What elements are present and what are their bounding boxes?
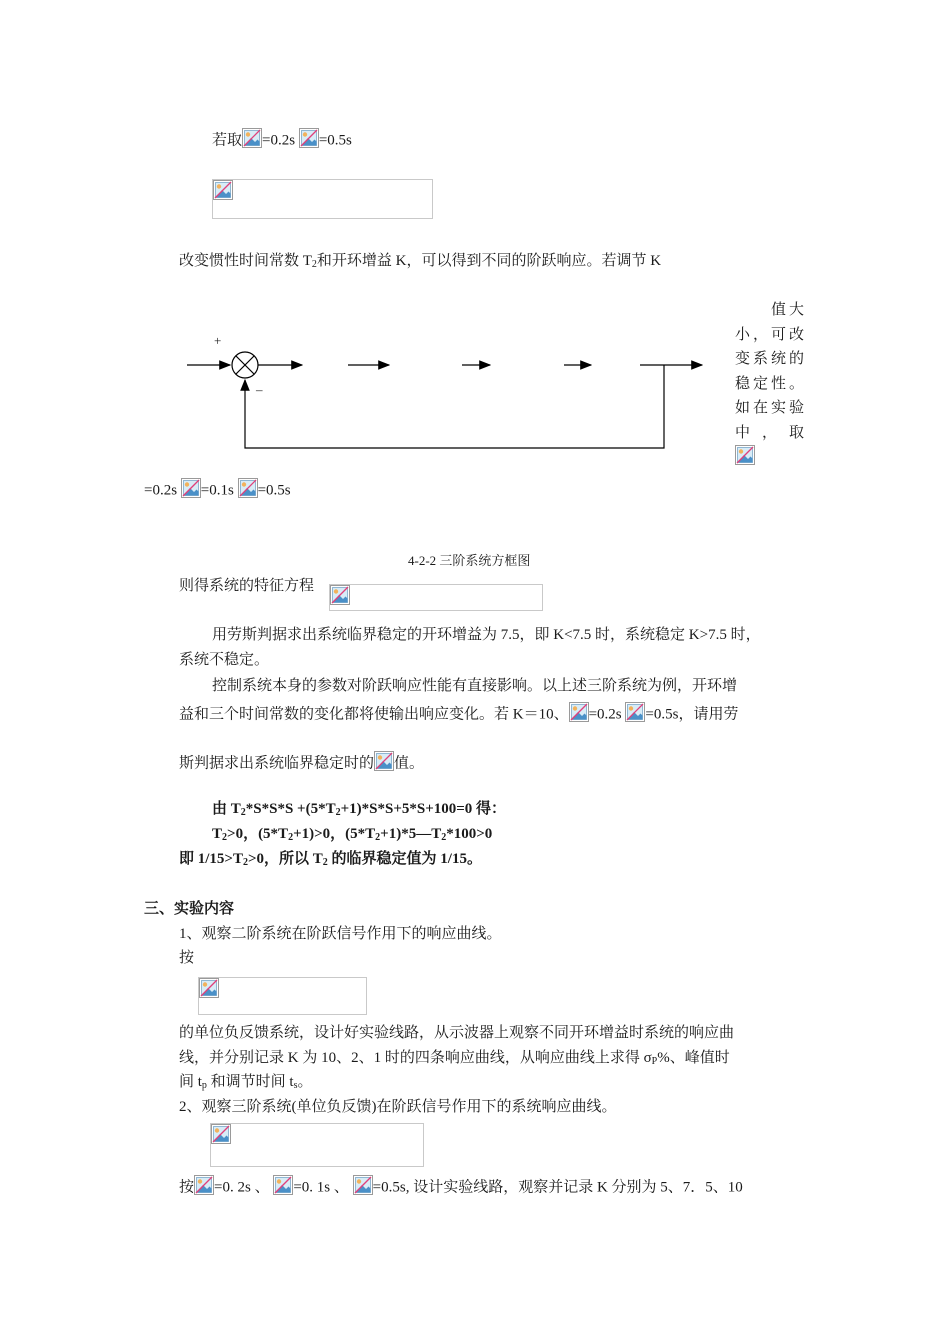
time-constants-line: =0.2s =0.1s =0.5s (144, 478, 291, 504)
item-1: 1、观察二阶系统在阶跃信号作用下的响应曲线。 (179, 926, 502, 942)
desc-line-2: 线，并分别记录 K 为 10、2、1 时的四条响应曲线，从响应曲线上求得 $\sigma_P\%$、峰值时 (179, 1050, 730, 1067)
broken-image-icon (273, 1175, 293, 1201)
second-order-diagram-placeholder (198, 977, 367, 1015)
routh-line-1: 用劳斯判据求出系统临界稳定的开环增益为 7.5，即 K<7.5 时，系统稳定 K>7.5 时， (212, 627, 761, 643)
inertia-paragraph: 改变惯性时间常数 $T_2$和开环增益 K，可以得到不同的阶跃响应。若调节 K (179, 253, 662, 270)
feedback-path (245, 365, 664, 448)
broken-image-icon (242, 128, 262, 154)
control-line-3: 斯判据求出系统临界稳定时的 值。 (179, 751, 424, 777)
routh-line-2: 系统不稳定。 (179, 652, 270, 668)
broken-image-icon (330, 585, 350, 611)
char-eq-label: 则得系统的特征方程 (179, 578, 315, 594)
solution-line-1: 由 $T_2*S*S*S +(5*T_2+1)*S*S+5*S+100=0$ 得： (212, 801, 507, 818)
broken-image-icon (213, 180, 233, 206)
broken-image-icon (299, 128, 319, 154)
broken-image-icon (238, 478, 258, 504)
param-line-1: 若取 =0.2s =0.5s (212, 128, 352, 154)
plus-sign: + (214, 333, 222, 348)
broken-image-icon (194, 1175, 214, 1201)
control-line-2: 益和三个时间常数的变化都将使输出响应变化。若 K＝10、 =0.2s =0.5s，请用劳 (179, 702, 738, 728)
broken-image-icon (374, 751, 394, 777)
broken-image-icon (569, 702, 589, 728)
solution-line-3: 即 $1/15>T_2>0$，所以 $T_2$ 的临界稳定值为 1/15。 (179, 851, 482, 868)
solution-line-2: $T_2>0$，$(5*T_2+1)>0$，$(5*T_2+1)*5—T_2*100>0$ (212, 826, 493, 843)
side-text: 值大 小，可改 变系统的 稳定性。 如在实验 中，取 (735, 298, 807, 471)
broken-image-icon (181, 478, 201, 504)
equation-image-placeholder (212, 179, 433, 219)
item-2: 2、观察三阶系统(单位负反馈)在阶跃信号作用下的系统响应曲线。 (179, 1099, 617, 1115)
press-label: 按 (179, 950, 195, 966)
minus-sign: – (256, 382, 263, 397)
broken-image-icon (211, 1124, 231, 1150)
broken-image-icon (625, 702, 645, 728)
figure-caption: 4-2-2 三阶系统方框图 (408, 553, 531, 568)
desc-line-3: 间 $t_p$ 和调节时间 $t_s$。 (179, 1074, 313, 1091)
desc-line-1: 的单位负反馈系统，设计好实验线路，从示波器上观察不同开环增益时系统的响应曲 (179, 1025, 735, 1041)
control-line-1: 控制系统本身的参数对阶跃响应性能有直接影响。以上述三阶系统为例，开环增 (212, 678, 738, 694)
last-line: 按 =0. 2s 、 =0. 1s 、 =0.5s, 设计实验线路，观察并记录 K 分别为 5、7．5、10 (179, 1175, 743, 1201)
char-eq-image-placeholder (329, 584, 543, 611)
section-heading: 三、实验内容 (144, 901, 235, 917)
broken-image-icon (353, 1175, 373, 1201)
broken-image-icon (199, 978, 219, 1004)
third-order-diagram-placeholder (210, 1123, 424, 1167)
broken-image-icon (735, 445, 755, 471)
